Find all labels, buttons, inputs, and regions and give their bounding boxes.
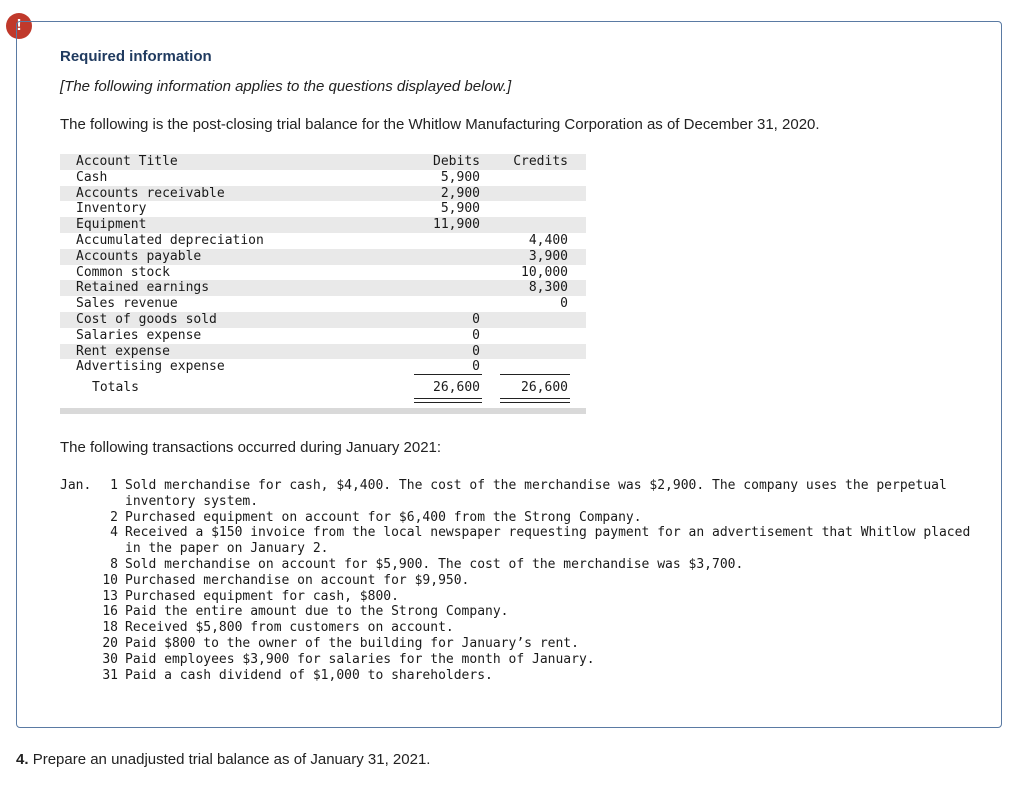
- table-row: [60, 296, 586, 312]
- transaction-day: 8: [110, 556, 118, 572]
- account-name: Accounts payable: [76, 248, 202, 264]
- header-debits: Debits: [433, 154, 480, 169]
- trial-balance-table: [60, 154, 586, 414]
- transaction-day: 13: [102, 588, 118, 604]
- credit-amount: 10,000: [521, 264, 568, 280]
- table-row: [60, 344, 586, 360]
- table-row: [60, 249, 586, 265]
- transaction-text: Purchased equipment on account for $6,400 from the Strong Company.: [125, 509, 642, 525]
- credit-amount: 3,900: [528, 248, 568, 264]
- transactions-intro: The following transactions occurred during January 2021:: [60, 439, 442, 456]
- account-name: Inventory: [76, 201, 147, 217]
- transaction-text: Purchased merchandise on account for $9,950.: [125, 572, 470, 588]
- transaction-day: 30: [102, 651, 118, 667]
- table-bottom-bar: [60, 408, 586, 414]
- list-item: [60, 652, 980, 668]
- table-row: [60, 328, 586, 344]
- debit-total-double-line: [414, 398, 482, 403]
- header-credits: Credits: [513, 154, 568, 169]
- table-row: [60, 280, 586, 296]
- list-item: [60, 636, 980, 652]
- list-item: [60, 604, 980, 620]
- transaction-text: Purchased equipment for cash, $800.: [125, 588, 399, 604]
- debit-amount: 5,900: [440, 201, 480, 217]
- debit-amount: 5,900: [440, 169, 480, 185]
- question-prompt: [16, 751, 430, 768]
- table-row: [60, 186, 586, 202]
- transaction-day: 20: [102, 635, 118, 651]
- account-name: Accumulated depreciation: [76, 233, 264, 248]
- account-name: Sales revenue: [76, 296, 178, 312]
- table-row: [60, 217, 586, 233]
- credit-subtotal-line: [500, 374, 570, 375]
- debit-total: 26,600: [433, 380, 480, 395]
- debit-amount: 0: [472, 343, 480, 359]
- transaction-day: 2: [110, 509, 118, 525]
- list-item: [60, 668, 980, 684]
- question-text: Prepare an unadjusted trial balance as of January 31, 2021.: [32, 751, 431, 768]
- debit-amount: 11,900: [433, 217, 480, 233]
- table-row: [60, 265, 586, 281]
- table-row: [60, 359, 586, 375]
- header-account-title: Account Title: [76, 154, 178, 169]
- account-name: Cost of goods sold: [76, 312, 217, 327]
- transaction-text: Received a $150 invoice from the local newspaper requesting payment for an advertisement that Whitlow placed in the paper on January 2.: [125, 525, 971, 557]
- transaction-text: Paid $800 to the owner of the building for January’s rent.: [125, 635, 579, 651]
- account-name: Salaries expense: [76, 327, 202, 343]
- debit-amount: 0: [472, 359, 480, 375]
- section-title: Required information: [60, 48, 212, 65]
- transaction-day: 31: [102, 667, 118, 683]
- transaction-day: 10: [102, 572, 118, 588]
- debit-subtotal-line: [414, 374, 482, 375]
- transaction-text: Paid the entire amount due to the Strong Company.: [125, 604, 509, 620]
- account-name: Retained earnings: [76, 280, 210, 296]
- list-item: [60, 510, 980, 526]
- table-row: [60, 312, 586, 328]
- applies-note: [The following information applies to the questions displayed below.]: [60, 78, 512, 95]
- list-item: [60, 525, 980, 557]
- totals-row: [60, 380, 586, 396]
- intro-text: The following is the post-closing trial balance for the Whitlow Manufacturing Corporation as of December 31, 2020.: [60, 116, 820, 133]
- list-item: [60, 589, 980, 605]
- list-item: [60, 478, 980, 510]
- transactions-list: [60, 478, 980, 683]
- account-name: Advertising expense: [76, 359, 225, 375]
- alert-icon: !: [6, 13, 32, 39]
- table-row: [60, 233, 586, 249]
- totals-label: Totals: [92, 380, 139, 395]
- credit-total: 26,600: [521, 380, 568, 395]
- table-row: [60, 201, 586, 217]
- credit-amount: 0: [560, 296, 568, 312]
- account-name: Rent expense: [76, 343, 170, 359]
- transaction-text: Sold merchandise on account for $5,900. The cost of the merchandise was $3,700.: [125, 556, 744, 572]
- account-name: Accounts receivable: [76, 185, 225, 201]
- transaction-month: Jan.: [60, 478, 92, 493]
- transaction-day: 16: [102, 604, 118, 620]
- question-number: 4.: [16, 751, 29, 768]
- credit-amount: 8,300: [528, 280, 568, 296]
- list-item: [60, 620, 980, 636]
- transaction-text: Paid a cash dividend of $1,000 to shareholders.: [125, 667, 493, 683]
- transaction-text: Paid employees $3,900 for salaries for the month of January.: [125, 651, 595, 667]
- account-name: Cash: [76, 169, 108, 185]
- credit-amount: 4,400: [528, 233, 568, 248]
- debit-amount: 0: [472, 327, 480, 343]
- list-item: [60, 573, 980, 589]
- table-header-row: [60, 154, 586, 170]
- table-row: [60, 170, 586, 186]
- debit-amount: 0: [472, 312, 480, 327]
- list-item: [60, 557, 980, 573]
- account-name: Equipment: [76, 217, 147, 233]
- transaction-day: 18: [102, 620, 118, 636]
- credit-total-double-line: [500, 398, 570, 403]
- transaction-day: 4: [110, 525, 118, 541]
- account-name: Common stock: [76, 264, 170, 280]
- transaction-text: Sold merchandise for cash, $4,400. The cost of the merchandise was $2,900. The company uses the perpetual inventory system.: [125, 478, 947, 509]
- transaction-day: 1: [110, 478, 118, 493]
- debit-amount: 2,900: [440, 185, 480, 201]
- transaction-text: Received $5,800 from customers on account.: [125, 620, 454, 636]
